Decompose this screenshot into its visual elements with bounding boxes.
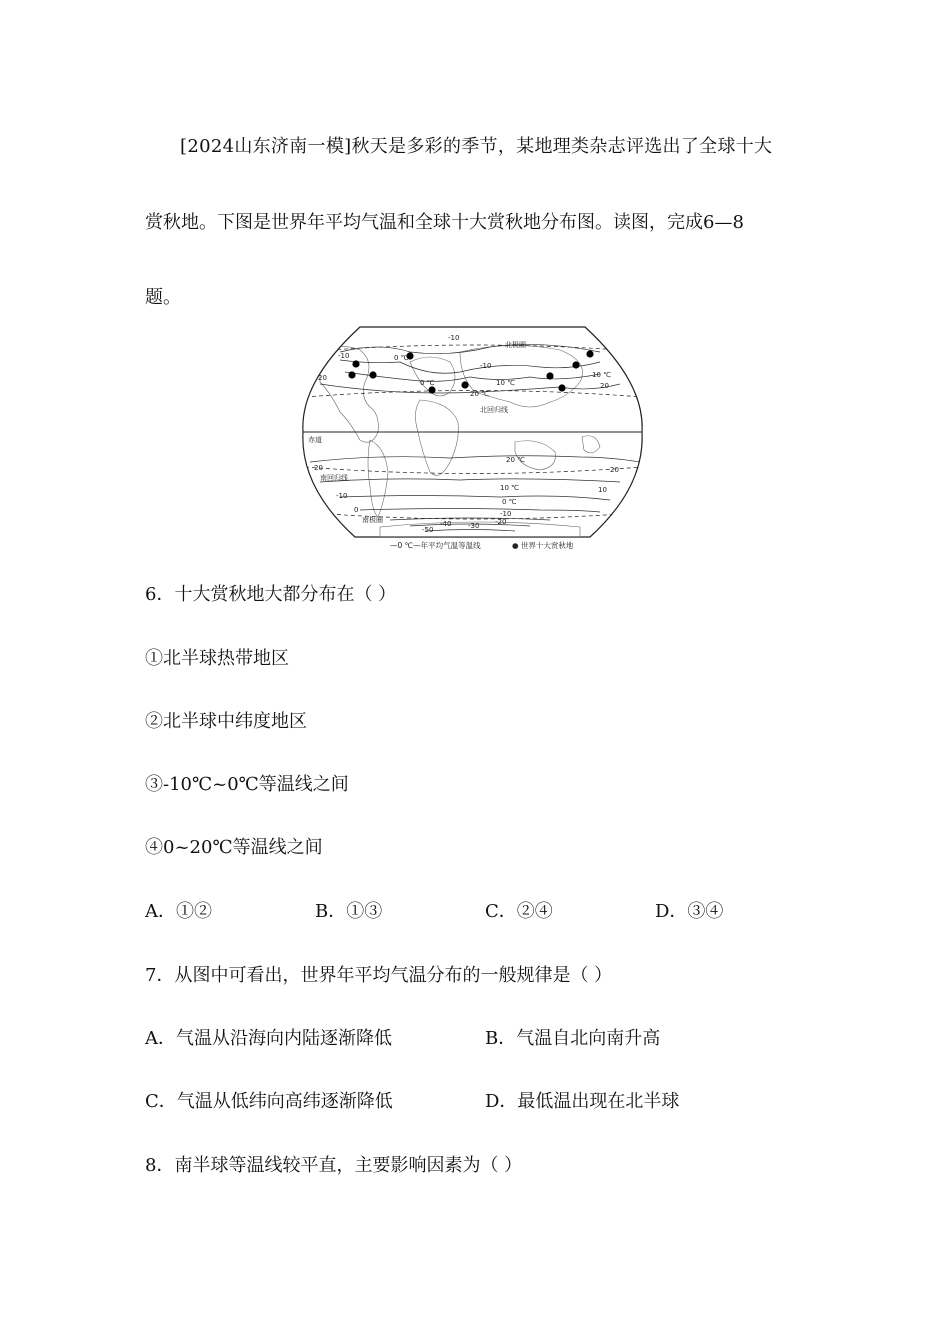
question-6-item-2: ②北半球中纬度地区	[145, 711, 307, 732]
iso-label: 20	[600, 382, 609, 390]
iso-label: 0 ℃	[394, 354, 409, 362]
iso-label: -10	[336, 492, 348, 500]
question-6-item-1: ①北半球热带地区	[145, 648, 289, 669]
intro-line-2: 赏秋地。下图是世界年平均气温和全球十大赏秋地分布图。读图，完成6—8	[145, 212, 744, 233]
iso-label: 0	[354, 506, 359, 514]
iso-label: 20 ℃	[470, 390, 489, 398]
autumn-site	[369, 371, 376, 378]
iso-label: 20 ℃	[506, 456, 525, 464]
question-6-stem: 6．十大赏秋地大都分布在（ ）	[145, 584, 397, 605]
autumn-site	[572, 361, 579, 368]
label-arctic: 北极圈	[505, 341, 526, 349]
label-equator: 赤道	[308, 436, 322, 444]
iso-label: -10	[500, 510, 512, 518]
iso-label: 10 ℃	[500, 484, 519, 492]
world-temperature-map	[300, 322, 645, 554]
iso-label: 0 ℃	[420, 379, 435, 387]
autumn-site	[428, 386, 435, 393]
iso-label: 20	[318, 374, 327, 382]
iso-label: -10	[338, 352, 350, 360]
question-7-stem: 7．从图中可看出，世界年平均气温分布的一般规律是（ ）	[145, 965, 613, 986]
autumn-site	[546, 372, 553, 379]
question-6-option-d[interactable]: D．③④	[655, 901, 724, 922]
intro-line-1: [2024山东济南一模]秋天是多彩的季节，某地理类杂志评选出了全球十大	[180, 136, 773, 157]
question-7-option-d[interactable]: D．最低温出现在北半球	[485, 1091, 680, 1112]
iso-label: -30	[468, 522, 480, 530]
question-6-option-a[interactable]: A．①②	[145, 901, 212, 922]
question-7-option-c[interactable]: C．气温从低纬向高纬逐渐降低	[145, 1091, 393, 1112]
question-7-option-b[interactable]: B．气温自北向南升高	[485, 1028, 661, 1049]
iso-label: -10	[480, 362, 492, 370]
autumn-site	[586, 350, 593, 357]
iso-label: 10 ℃	[496, 379, 515, 387]
iso-label: -20	[495, 518, 507, 526]
legend-site: ● 世界十大赏秋地	[512, 541, 574, 550]
autumn-site	[352, 360, 359, 367]
question-6-item-3: ③-10℃~0℃等温线之间	[145, 774, 349, 795]
question-8-stem: 8．南半球等温线较平直，主要影响因素为（ ）	[145, 1155, 523, 1176]
question-7-option-a[interactable]: A．气温从沿海向内陆逐渐降低	[145, 1028, 392, 1049]
autumn-site	[558, 384, 565, 391]
iso-label: -10	[448, 334, 460, 342]
iso-label: 20	[314, 464, 323, 472]
label-antarctic: 南极圈	[362, 516, 383, 524]
iso-label: 10	[598, 486, 607, 494]
legend-isotherm: —0 ℃—年平均气温等温线	[390, 541, 481, 550]
label-tropic-cancer: 北回归线	[480, 406, 508, 414]
iso-label: -50	[422, 526, 434, 534]
iso-label: -40	[440, 520, 452, 528]
iso-label: 10 ℃	[592, 371, 611, 379]
intro-line-3: 题。	[145, 287, 181, 308]
autumn-site	[461, 381, 468, 388]
question-6-option-b[interactable]: B．①③	[315, 901, 383, 922]
question-6-option-c[interactable]: C．②④	[485, 901, 553, 922]
iso-label: 20	[610, 466, 619, 474]
autumn-site	[348, 371, 355, 378]
label-tropic-capricorn: 南回归线	[320, 474, 348, 482]
iso-label: 0 ℃	[502, 498, 517, 506]
question-6-item-4: ④0~20℃等温线之间	[145, 837, 323, 858]
